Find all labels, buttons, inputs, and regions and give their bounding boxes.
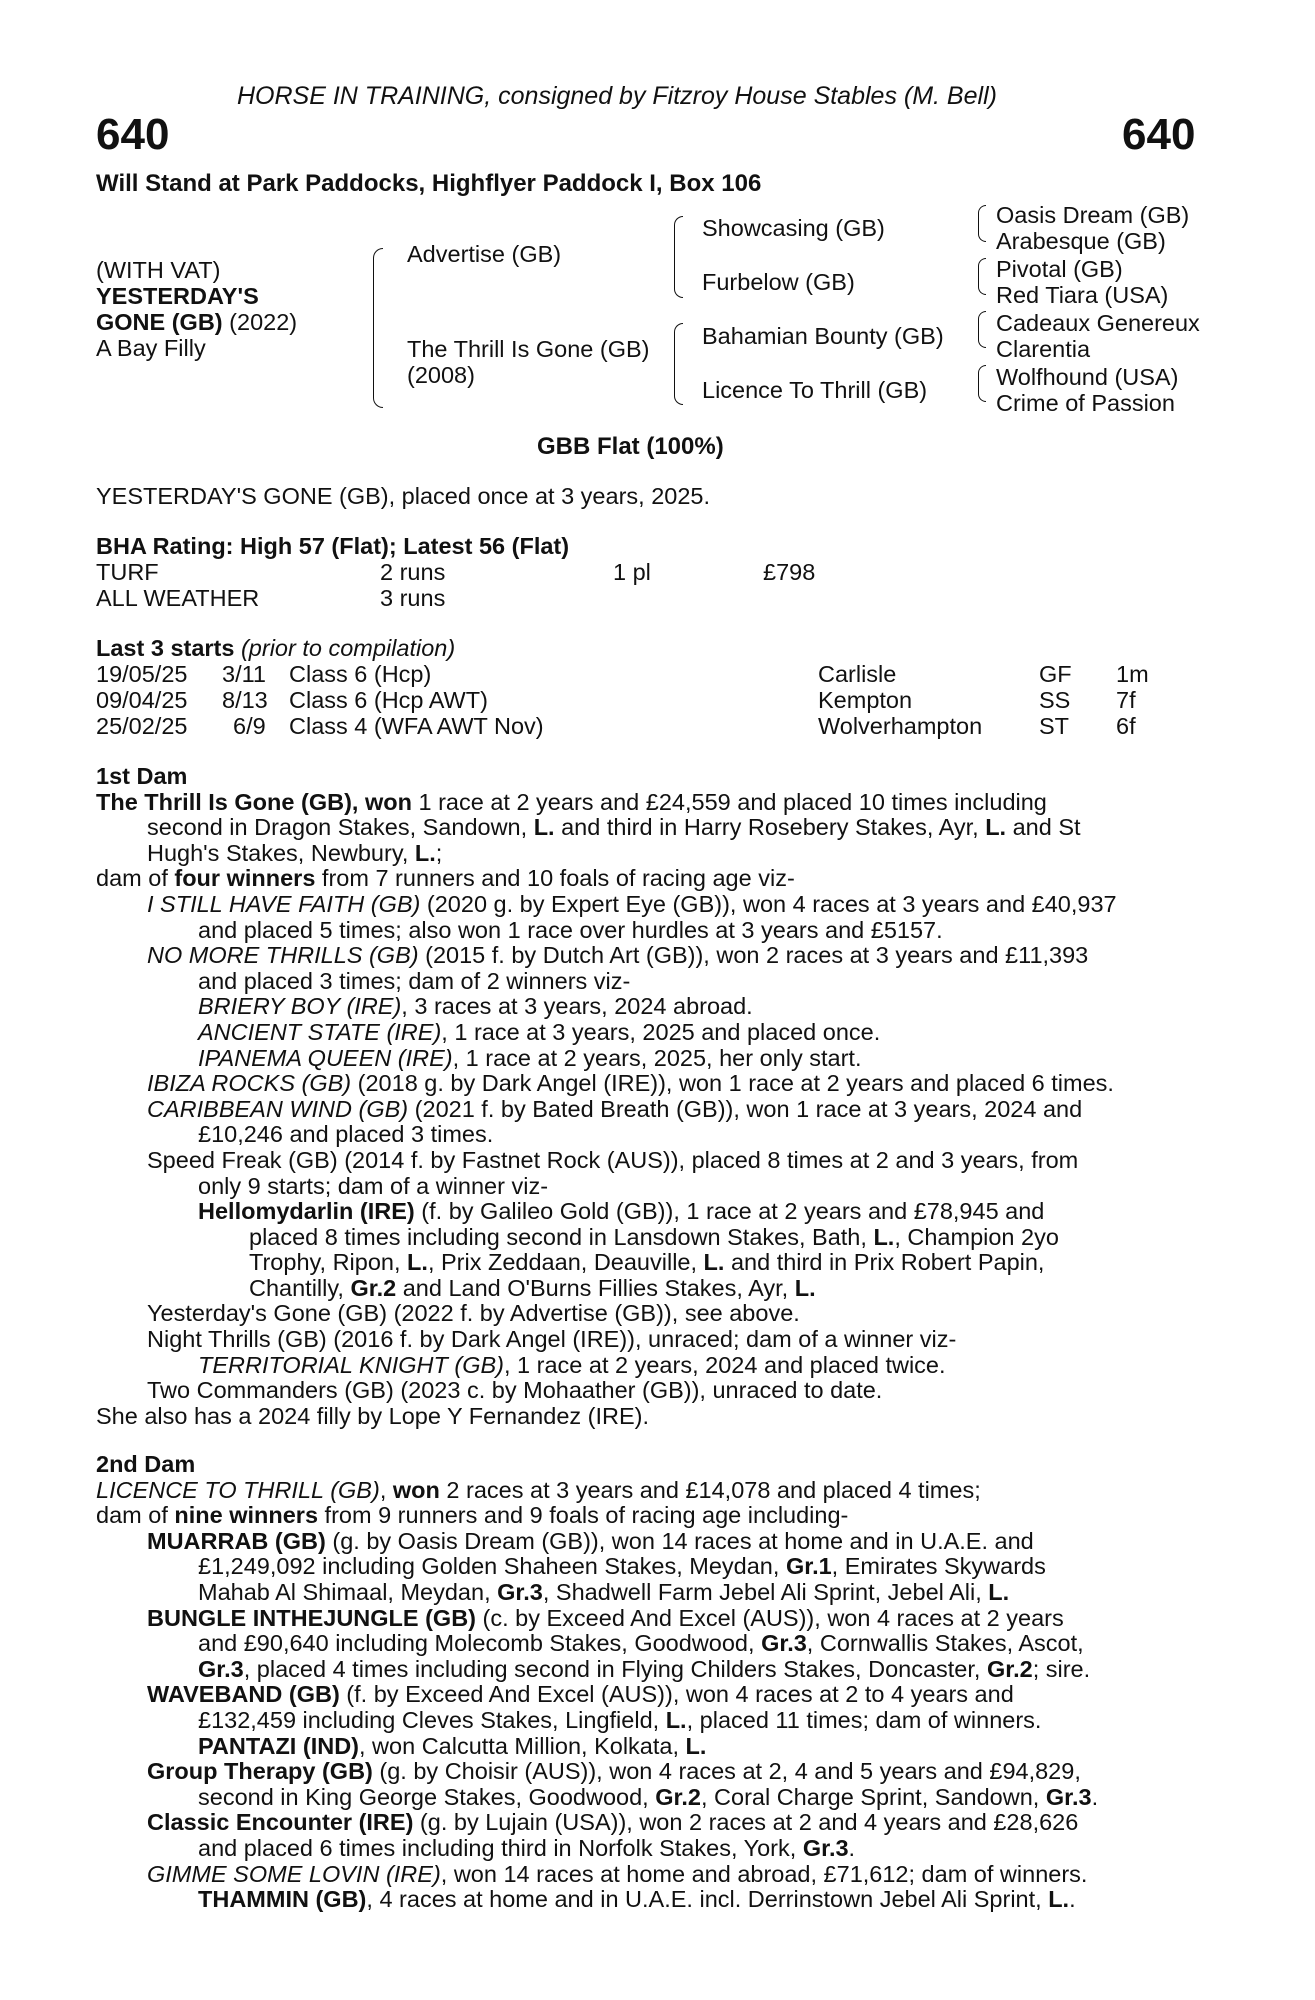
start-going: SS [1039,687,1071,713]
winners-count: nine winners [174,1502,319,1529]
bha-rating: BHA Rating: High 57 (Flat); Latest 56 (Flat) [96,533,570,559]
foal-entry: Yesterday's Gone (GB) (2022 f. by Advertise (GB)), see above. [147,1300,800,1327]
dam-sire-dam: Clarentia [996,336,1091,362]
last-starts-title [96,635,455,661]
text: £10,246 and placed 3 times. [198,1121,494,1148]
text: . [1069,1886,1076,1913]
sire-sire-sire: Oasis Dream (GB) [996,202,1190,228]
start-race: Class 6 (Hcp AWT) [289,687,488,713]
start-date: 25/02/25 [96,713,188,739]
foal-entry: She also has a 2024 filly by Lope Y Fernandez (IRE). [96,1402,650,1429]
dam-sire-sire: Cadeaux Genereux [996,310,1200,336]
text: (2015 f. by Dutch Art (GB)), won 2 races at 3 years and £11,393 [418,942,1089,969]
text: ; sire. [1032,1655,1091,1682]
pedigree-brace-sd [978,258,986,295]
text: . [1091,1783,1099,1810]
text: , Coral Charge Sprint, Sandown, [700,1783,1046,1810]
group-tag: Gr.3 [802,1834,849,1861]
consignment-title: HORSE IN TRAINING, consigned by Fitzroy House Stables (M. Bell) [237,82,997,110]
produce-name: IPANEMA QUEEN (IRE) [198,1044,453,1071]
text: (2018 g. by Dark Angel (IRE)), won 1 race at 2 years and placed 6 times. [351,1070,1114,1097]
text: from 9 runners and 9 foals of racing age including- [318,1502,849,1529]
text: (f. by Exceed And Excel (AUS)), won 4 races at 2 to 4 years and [339,1681,1014,1708]
horse-name-part2: GONE (GB) [96,309,223,335]
text: Chantilly, [249,1274,351,1301]
text: and third in Harry Rosebery Stakes, Ayr, [554,814,986,841]
start-going: ST [1039,713,1070,739]
text: , 1 race at 2 years, 2025, her only start. [452,1044,862,1071]
rating-surface: ALL WEATHER [96,585,260,611]
lot-number-left: 640 [96,110,170,159]
start-position: 8/13 [222,687,268,713]
text: , Champion 2yo [894,1223,1059,1250]
horse-description: A Bay Filly [96,335,206,361]
produce-name: PANTAZI (IND) [198,1732,359,1759]
group-tag: Gr.2 [986,1655,1033,1682]
text: and St [1006,814,1081,841]
text: , won Calcutta Million, Kolkata, [359,1732,686,1759]
start-date: 09/04/25 [96,687,188,713]
start-distance: 6f [1116,713,1136,739]
text: 2 races at 3 years and £14,078 and placed 4 times; [439,1476,981,1503]
text: and £90,640 including Molecomb Stakes, Goodwood, [198,1630,762,1657]
group-tag: Gr.3 [198,1655,244,1682]
foal-name: CARIBBEAN WIND (GB) [147,1095,409,1122]
rating-placed: 1 pl [613,559,651,585]
text: (2020 g. by Expert Eye (GB)), won 4 races at 3 years and £40,937 [420,890,1117,917]
listed-tag: L. [685,1732,707,1759]
last-starts-label: Last 3 starts [96,635,235,661]
dam-year: (2008) [407,362,475,388]
produce-name: THAMMIN (GB) [198,1886,367,1913]
foal-entry: Speed Freak (GB) (2014 f. by Fastnet Rock (AUS)), placed 8 times at 2 and 3 years, from [147,1146,1079,1173]
text: . [848,1834,856,1861]
foal-entry: Two Commanders (GB) (2023 c. by Mohaather (GB)), unraced to date. [147,1377,883,1404]
text: (f. by Galileo Gold (GB)), 1 race at 2 years and £78,945 and [414,1198,1045,1225]
group-tag: Gr.3 [1045,1783,1092,1810]
text: placed 8 times including second in Lansdown Stakes, Bath, [249,1223,874,1250]
start-course: Wolverhampton [818,713,983,739]
foal-name: IBIZA ROCKS (GB) [147,1070,352,1097]
text: Mahab Al Shimaal, Meydan, [198,1578,498,1605]
sire: Advertise (GB) [407,241,562,267]
dam-dam-sire: Wolfhound (USA) [996,364,1179,390]
text: , 1 race at 2 years, 2024 and placed twice. [503,1351,946,1378]
sire-dam: Furbelow (GB) [702,269,855,295]
group-tag: Gr.3 [761,1630,807,1657]
last-starts-note: (prior to compilation) [234,635,456,661]
produce-name: GIMME SOME LOVIN (IRE) [147,1860,441,1887]
group-tag: Gr.2 [655,1783,701,1810]
horse-name-line2 [96,309,297,335]
horse-year: (2022) [222,309,298,335]
first-dam-heading: 1st Dam [96,763,188,789]
text: , placed 11 times; dam of winners. [686,1706,1042,1733]
pedigree-brace-dd [978,365,986,402]
stand-location: Will Stand at Park Paddocks, Highflyer Paddock I, Box 106 [96,170,762,197]
text: (g. by Lujain (USA)), won 2 races at 2 and 4 years and £28,626 [413,1809,1079,1836]
group-tag: Gr.1 [785,1553,832,1580]
text: , Cornwallis Stakes, Ascot, [806,1630,1084,1657]
text: , 3 races at 3 years, 2024 abroad. [401,993,753,1020]
produce-name: WAVEBAND (GB) [147,1681,340,1708]
second-dam-name: LICENCE TO THRILL (GB) [96,1476,380,1503]
second-dam-heading: 2nd Dam [96,1451,196,1477]
text: second in Dragon Stakes, Sandown, [147,814,534,841]
listed-tag: L. [407,1249,428,1276]
listed-tag: L. [703,1249,725,1276]
dam: The Thrill Is Gone (GB) [407,336,650,362]
listed-tag: L. [873,1223,895,1250]
produce-name: BRIERY BOY (IRE) [198,993,402,1020]
text: second in King George Stakes, Goodwood, [198,1783,656,1810]
text: , placed 4 times including second in Flying Childers Stakes, Doncaster, [243,1655,987,1682]
vat-note: (WITH VAT) [96,257,221,283]
listed-tag: L. [1048,1886,1070,1913]
text: only 9 starts; dam of a winner viz- [198,1172,549,1199]
listed-tag: L. [985,814,1007,841]
pedigree-brace-ds [978,311,986,348]
text: (2021 f. by Bated Breath (GB)), won 1 race at 3 years, 2024 and [408,1095,1083,1122]
text: , won 14 races at home and abroad, £71,612; dam of winners. [440,1860,1088,1887]
text: £132,459 including Cleves Stakes, Lingfield, [198,1706,666,1733]
text: and Land O'Burns Fillies Stakes, Ayr, [396,1274,795,1301]
listed-tag: L. [414,839,436,866]
text: dam of [96,1502,175,1529]
second-dam-section [96,1452,1206,1913]
pedigree-brace-main [373,248,383,408]
start-course: Kempton [818,687,913,713]
pedigree-brace-sire [674,216,683,298]
rating-prize: £798 [763,559,816,585]
start-position: 6/9 [233,713,266,739]
produce-name: Classic Encounter (IRE) [147,1809,414,1836]
text: won [392,1476,440,1503]
start-course: Carlisle [818,661,897,687]
text: (c. by Exceed And Excel (AUS)), won 4 races at 2 years [476,1604,1064,1631]
produce-name: MUARRAB (GB) [147,1527,326,1554]
text: £1,249,092 including Golden Shaheen Stakes, Meydan, [198,1553,786,1580]
group-tag: Gr.2 [350,1274,397,1301]
text: and placed 3 times; dam of 2 winners viz- [198,967,631,994]
text: Hugh's Stakes, Newbury, [147,839,415,866]
race-summary: YESTERDAY'S GONE (GB), placed once at 3 years, 2025. [96,483,711,509]
horse-name-line1: YESTERDAY'S [96,283,259,309]
first-dam-record: 1 race at 2 years and £24,559 and placed 10 times including [411,788,1047,815]
text: and third in Prix Robert Papin, [724,1249,1045,1276]
sire-sire: Showcasing (GB) [702,215,885,241]
lot-number-right: 640 [1122,110,1196,159]
rating-runs: 2 runs [380,559,446,585]
text: , [379,1476,393,1503]
start-going: GF [1039,661,1072,687]
produce-name: Hellomydarlin (IRE) [198,1198,415,1225]
text: , Prix Zeddaan, Deauville, [427,1249,704,1276]
first-dam-name: The Thrill Is Gone (GB), won [96,788,412,815]
dam-dam: Licence To Thrill (GB) [702,377,928,403]
produce-name: Group Therapy (GB) [147,1758,373,1785]
start-distance: 1m [1116,661,1149,687]
start-position: 3/11 [222,661,266,687]
start-race: Class 6 (Hcp) [289,661,432,687]
start-distance: 7f [1116,687,1136,713]
text: ; [435,839,443,866]
pedigree-brace-dam [674,323,683,405]
text: , 4 races at home and in U.A.E. incl. Derrinstown Jebel Ali Sprint, [366,1886,1049,1913]
text: (g. by Choisir (AUS)), won 4 races at 2, 4 and 5 years and £94,829, [372,1758,1081,1785]
sire-sire-dam: Arabesque (GB) [996,228,1166,254]
produce-name: BUNGLE INTHEJUNGLE (GB) [147,1604,476,1631]
produce-name: TERRITORIAL KNIGHT (GB) [198,1351,504,1378]
listed-tag: L. [988,1578,1010,1605]
group-tag: Gr.3 [497,1578,543,1605]
dam-sire: Bahamian Bounty (GB) [702,323,944,349]
start-race: Class 4 (WFA AWT Nov) [289,713,544,739]
listed-tag: L. [665,1706,687,1733]
rating-runs: 3 runs [380,585,446,611]
first-dam-section [96,764,1206,1429]
text: , Emirates Skywards [831,1553,1046,1580]
text: and placed 6 times including third in Norfolk Stakes, York, [198,1834,803,1861]
listed-tag: L. [533,814,555,841]
text: and placed 5 times; also won 1 race over hurdles at 3 years and £5157. [198,916,943,943]
dam-dam-dam: Crime of Passion [996,390,1175,416]
pedigree-brace-ss [978,205,986,242]
text: Trophy, Ripon, [249,1249,408,1276]
text: dam of [96,865,175,892]
produce-name: ANCIENT STATE (IRE) [198,1018,442,1045]
text: from 7 runners and 10 foals of racing age viz- [315,865,795,892]
sire-dam-dam: Red Tiara (USA) [996,282,1169,308]
listed-tag: L. [794,1274,816,1301]
start-date: 19/05/25 [96,661,188,687]
winners-count: four winners [174,865,316,892]
sire-dam-sire: Pivotal (GB) [996,256,1123,282]
rating-surface: TURF [96,559,159,585]
text: (g. by Oasis Dream (GB)), won 14 races at home and in U.A.E. and [325,1527,1034,1554]
foal-name: NO MORE THRILLS (GB) [147,942,419,969]
foal-name: I STILL HAVE FAITH (GB) [147,890,421,917]
text: , 1 race at 3 years, 2025 and placed once. [441,1018,881,1045]
foal-entry: Night Thrills (GB) (2016 f. by Dark Angel (IRE)), unraced; dam of a winner viz- [147,1326,957,1353]
gbb-note: GBB Flat (100%) [537,433,724,460]
text: , Shadwell Farm Jebel Ali Sprint, Jebel Ali, [542,1578,989,1605]
